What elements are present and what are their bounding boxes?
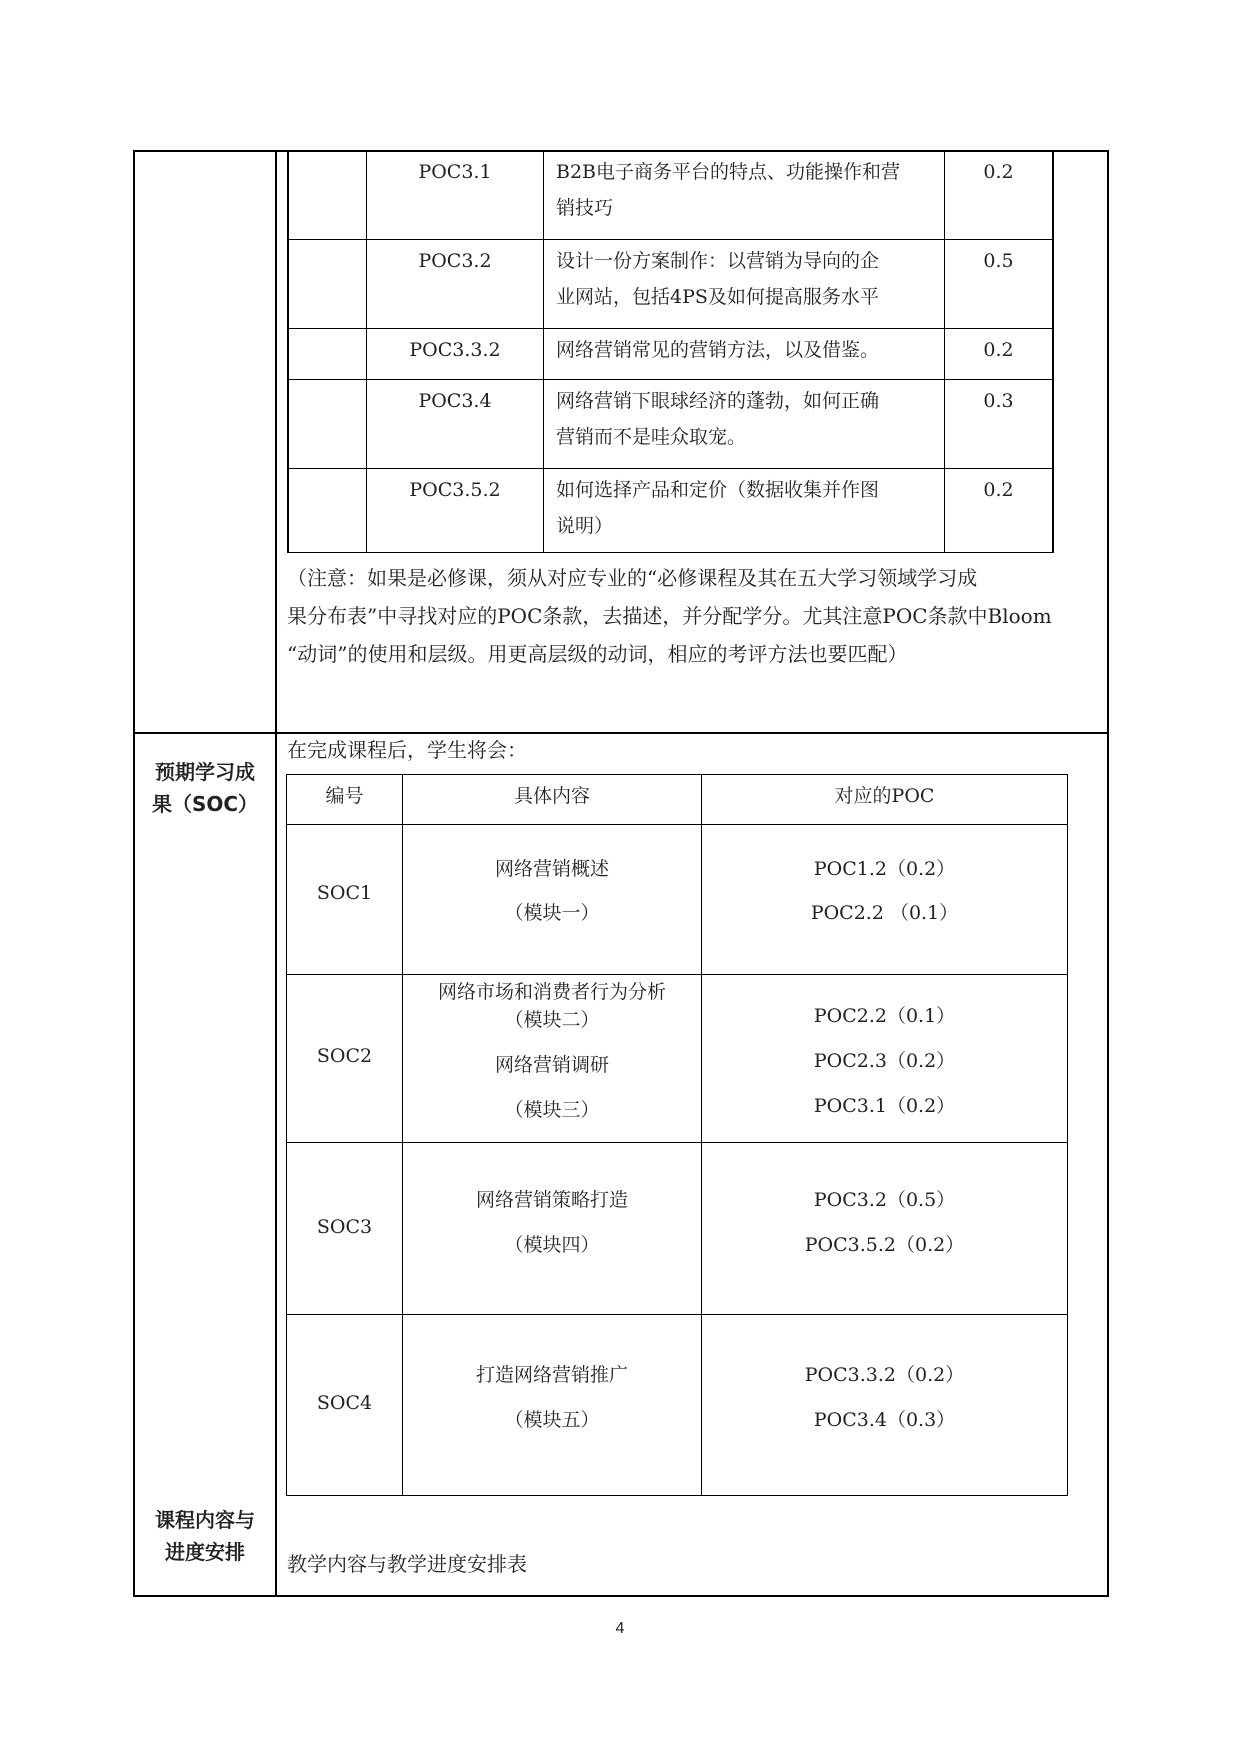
soc-id: SOC2 bbox=[316, 1045, 373, 1067]
soc-label-line: 预期学习成 bbox=[155, 760, 255, 784]
soc-id: SOC1 bbox=[316, 882, 373, 904]
poc-credit: 0.3 bbox=[983, 390, 1014, 412]
poc-credit: 0.5 bbox=[983, 250, 1014, 272]
soc-poc-line: POC2.2（0.1） bbox=[813, 1005, 956, 1027]
soc-poc-line: POC3.2（0.5） bbox=[813, 1189, 956, 1211]
poc-desc-line: 如何选择产品和定价（数据收集并作图 bbox=[556, 479, 880, 501]
soc-intro: 在完成课程后，学生将会： bbox=[287, 738, 527, 762]
poc-code: POC3.2 bbox=[418, 250, 492, 272]
poc-desc-line: 销技巧 bbox=[556, 197, 614, 219]
poc-code: POC3.5.2 bbox=[409, 479, 501, 501]
note-line: （注意：如果是必修课，须从对应专业的“必修课程及其在五大学习领域学习成 bbox=[287, 566, 978, 590]
schedule-text: 教学内容与教学进度安排表 bbox=[287, 1552, 527, 1576]
soc-content-line: 打造网络营销推广 bbox=[475, 1364, 628, 1386]
note-line: “动词”的使用和层级。用更高层级的动词，相应的考评方法也要匹配） bbox=[287, 642, 908, 666]
soc-header-content: 具体内容 bbox=[513, 785, 590, 807]
soc-poc-line: POC3.4（0.3） bbox=[813, 1409, 956, 1431]
schedule-label-line: 进度安排 bbox=[165, 1540, 245, 1564]
page-number: 4 bbox=[615, 1620, 625, 1637]
soc-header-poc: 对应的POC bbox=[834, 785, 935, 807]
poc-credit: 0.2 bbox=[983, 161, 1014, 183]
soc-content-line: （模块二） bbox=[504, 1009, 600, 1031]
soc-header-id: 编号 bbox=[325, 785, 364, 807]
soc-id: SOC4 bbox=[316, 1392, 373, 1414]
soc-poc-line: POC1.2（0.2） bbox=[813, 858, 956, 880]
soc-poc-line: POC3.5.2（0.2） bbox=[804, 1234, 965, 1256]
poc-code: POC3.4 bbox=[418, 390, 492, 412]
soc-poc-line: POC2.3（0.2） bbox=[813, 1050, 956, 1072]
poc-desc-line: 网络营销下眼球经济的蓬勃，如何正确 bbox=[556, 390, 880, 412]
soc-content-line: （模块四） bbox=[504, 1234, 600, 1256]
soc-content-line: （模块五） bbox=[504, 1409, 600, 1431]
poc-desc-line: B2B电子商务平台的特点、功能操作和营 bbox=[556, 161, 901, 183]
poc-desc-line: 网络营销常见的营销方法，以及借鉴。 bbox=[556, 339, 880, 361]
poc-code: POC3.3.2 bbox=[409, 339, 501, 361]
soc-content-line: 网络营销概述 bbox=[494, 858, 609, 880]
poc-desc-line: 说明） bbox=[556, 515, 614, 537]
soc-content-line: （模块一） bbox=[504, 902, 600, 924]
soc-id: SOC3 bbox=[316, 1216, 373, 1238]
poc-credit: 0.2 bbox=[983, 479, 1014, 501]
poc-desc-line: 业网站，包括4PS及如何提高服务水平 bbox=[556, 286, 879, 308]
soc-content-line: 网络营销调研 bbox=[494, 1054, 609, 1076]
poc-code: POC3.1 bbox=[418, 161, 492, 183]
soc-content-line: （模块三） bbox=[504, 1099, 600, 1121]
poc-desc-line: 营销而不是哇众取宠。 bbox=[556, 426, 747, 448]
soc-poc-line: POC3.3.2（0.2） bbox=[804, 1364, 965, 1386]
poc-credit: 0.2 bbox=[983, 339, 1014, 361]
soc-content-line: 网络市场和消费者行为分析 bbox=[437, 981, 666, 1003]
schedule-label-line: 课程内容与 bbox=[155, 1508, 255, 1532]
soc-label-line: 果（SOC） bbox=[151, 792, 259, 816]
soc-poc-line: POC2.2 （0.1） bbox=[810, 902, 959, 924]
poc-desc-line: 设计一份方案制作：以营销为导向的企 bbox=[556, 250, 880, 272]
soc-poc-line: POC3.1（0.2） bbox=[813, 1095, 956, 1117]
soc-content-line: 网络营销策略打造 bbox=[475, 1189, 628, 1211]
note-line: 果分布表”中寻找对应的POC条款，去描述，并分配学分。尤其注意POC条款中Bloom bbox=[287, 604, 1052, 628]
